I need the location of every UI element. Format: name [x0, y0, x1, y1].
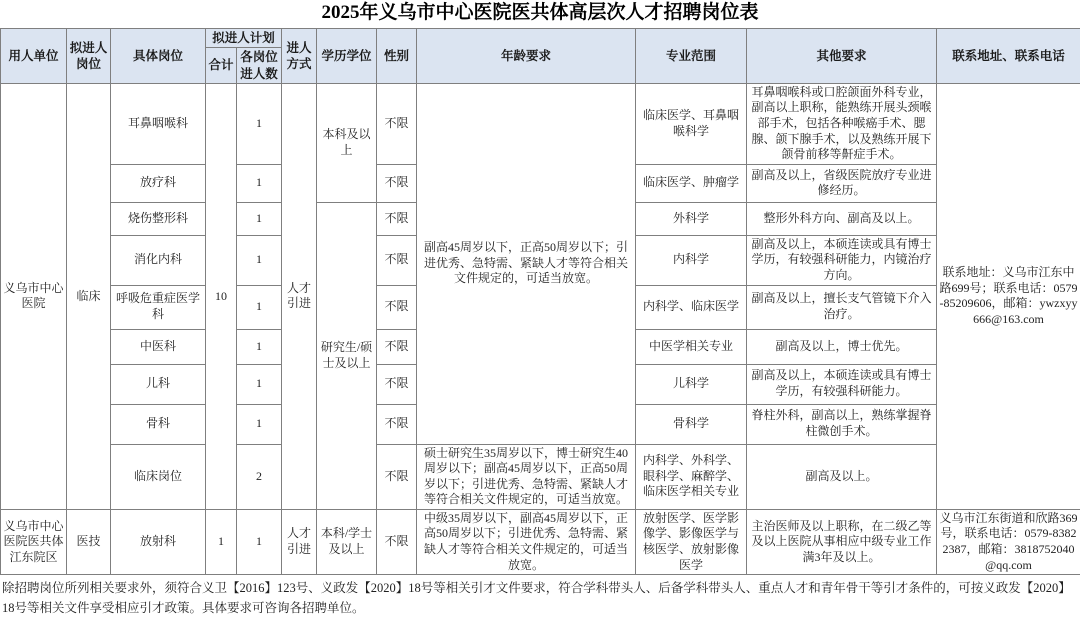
cell-other-req: 副高及以上。	[747, 444, 937, 509]
header-contact: 联系地址、联系电话	[937, 29, 1080, 84]
cell-position-type: 临床	[67, 83, 111, 509]
cell-count: 1	[237, 329, 282, 364]
cell-specific-position: 放疗科	[111, 164, 206, 202]
cell-contact: 联系地址：义乌市江东中路699号；联系电话：0579-85209606，邮箱：ywzxyy666@163.com	[937, 83, 1080, 509]
recruitment-table	[0, 28, 1080, 575]
cell-major: 内科学、临床医学	[636, 285, 747, 329]
cell-major: 内科学	[636, 235, 747, 285]
cell-specific-position: 耳鼻咽喉科	[111, 83, 206, 164]
header-gender: 性别	[377, 29, 417, 84]
cell-count: 1	[237, 235, 282, 285]
cell-count: 1	[237, 509, 282, 574]
cell-count: 1	[237, 83, 282, 164]
cell-gender: 不限	[377, 164, 417, 202]
cell-other-req: 副高及以上，擅长支气管镜下介入治疗。	[747, 285, 937, 329]
cell-other-req: 耳鼻咽喉科或口腔颌面外科专业，副高以上职称，能熟练开展头颈喉部手术，包括各种喉癌手术、腮腺、颌下腺手术，以及熟练开展下颌骨前移等鼾症手术。	[747, 83, 937, 164]
cell-other-req: 主治医师及以上职称，在二级乙等及以上医院从事相应中级专业工作满3年及以上。	[747, 509, 937, 574]
header-age: 年龄要求	[417, 29, 636, 84]
cell-employer: 义乌市中心医院	[1, 83, 67, 509]
header-plan-each: 各岗位进人数	[237, 48, 282, 84]
cell-specific-position: 放射科	[111, 509, 206, 574]
cell-major: 内科学、外科学、眼科学、麻醉学、临床医学相关专业	[636, 444, 747, 509]
header-plan-total: 合计	[206, 48, 237, 84]
cell-gender: 不限	[377, 364, 417, 404]
cell-education: 研究生/硕士及以上	[317, 202, 377, 509]
cell-age: 硕士研究生35周岁以下，博士研究生40周岁以下；副高45周岁以下，正高50周岁以下；引进优秀、急特需、紧缺人才等符合相关文件规定的，可适当放宽。	[417, 444, 636, 509]
cell-gender: 不限	[377, 329, 417, 364]
cell-gender: 不限	[377, 509, 417, 574]
cell-entry-method: 人才引进	[282, 83, 317, 509]
cell-major: 放射医学、医学影像学、影像医学与核医学、放射影像医学	[636, 509, 747, 574]
cell-major: 临床医学、肿瘤学	[636, 164, 747, 202]
cell-gender: 不限	[377, 83, 417, 164]
cell-employer: 义乌市中心医院医共体江东院区	[1, 509, 67, 574]
cell-specific-position: 消化内科	[111, 235, 206, 285]
header-employer: 用人单位	[1, 29, 67, 84]
cell-count: 1	[237, 164, 282, 202]
cell-age: 中级35周岁以下，副高45周岁以下，正高50周岁以下；引进优秀、急特需、紧缺人才等符合相关文件规定的，可适当放宽。	[417, 509, 636, 574]
cell-education: 本科/学士及以上	[317, 509, 377, 574]
cell-other-req: 整形外科方向、副高及以上。	[747, 202, 937, 235]
header-other: 其他要求	[747, 29, 937, 84]
cell-specific-position: 呼吸危重症医学科	[111, 285, 206, 329]
header-specific-position: 具体岗位	[111, 29, 206, 84]
cell-plan-total: 1	[206, 509, 237, 574]
cell-specific-position: 中医科	[111, 329, 206, 364]
cell-gender: 不限	[377, 444, 417, 509]
cell-gender: 不限	[377, 202, 417, 235]
cell-other-req: 副高及以上，本硕连读或具有博士学历，有较强科研能力。	[747, 364, 937, 404]
cell-count: 1	[237, 364, 282, 404]
cell-entry-method: 人才引进	[282, 509, 317, 574]
cell-age: 副高45周岁以下，正高50周岁以下；引进优秀、急特需、紧缺人才等符合相关文件规定的，可适当放宽。	[417, 83, 636, 444]
cell-count: 2	[237, 444, 282, 509]
header-major: 专业范围	[636, 29, 747, 84]
cell-major: 儿科学	[636, 364, 747, 404]
cell-specific-position: 临床岗位	[111, 444, 206, 509]
cell-gender: 不限	[377, 235, 417, 285]
page-title: 2025年义乌市中心医院医共体高层次人才招聘岗位表	[321, 2, 759, 23]
cell-specific-position: 骨科	[111, 404, 206, 444]
cell-specific-position: 烧伤整形科	[111, 202, 206, 235]
cell-education: 本科及以上	[317, 83, 377, 202]
cell-count: 1	[237, 404, 282, 444]
cell-other-req: 脊柱外科，副高以上，熟练掌握脊柱微创手术。	[747, 404, 937, 444]
cell-plan-total: 10	[206, 83, 237, 509]
cell-major: 骨科学	[636, 404, 747, 444]
header-education: 学历学位	[317, 29, 377, 84]
cell-other-req: 副高及以上，省级医院放疗专业进修经历。	[747, 164, 937, 202]
cell-count: 1	[237, 202, 282, 235]
cell-major: 临床医学、耳鼻咽喉科学	[636, 83, 747, 164]
header-position-type: 拟进人 岗位	[67, 29, 111, 84]
cell-gender: 不限	[377, 404, 417, 444]
cell-count: 1	[237, 285, 282, 329]
header-plan-group: 拟进人计划	[206, 29, 282, 48]
cell-specific-position: 儿科	[111, 364, 206, 404]
cell-gender: 不限	[377, 285, 417, 329]
header-entry-method: 进人方式	[282, 29, 317, 84]
cell-other-req: 副高及以上，本硕连读或具有博士学历，有较强科研能力，内镜治疗方向。	[747, 235, 937, 285]
cell-contact: 义乌市江东街道和欣路369号，联系电话：0579-83822387，邮箱：3818752040@qq.com	[937, 509, 1080, 574]
cell-major: 中医学相关专业	[636, 329, 747, 364]
cell-other-req: 副高及以上，博士优先。	[747, 329, 937, 364]
footer-note: 除招聘岗位所列相关要求外，须符合义卫【2016】123号、义政发【2020】18号等相关引才文件要求，符合学科带头人、后备学科带头人、重点人才和青年骨干等引才条件的，可按义政发【2020】18号等相关文件享受相应引才政策。具体要求可咨询各招聘单位。	[2, 581, 1071, 616]
cell-major: 外科学	[636, 202, 747, 235]
cell-position-type: 医技	[67, 509, 111, 574]
